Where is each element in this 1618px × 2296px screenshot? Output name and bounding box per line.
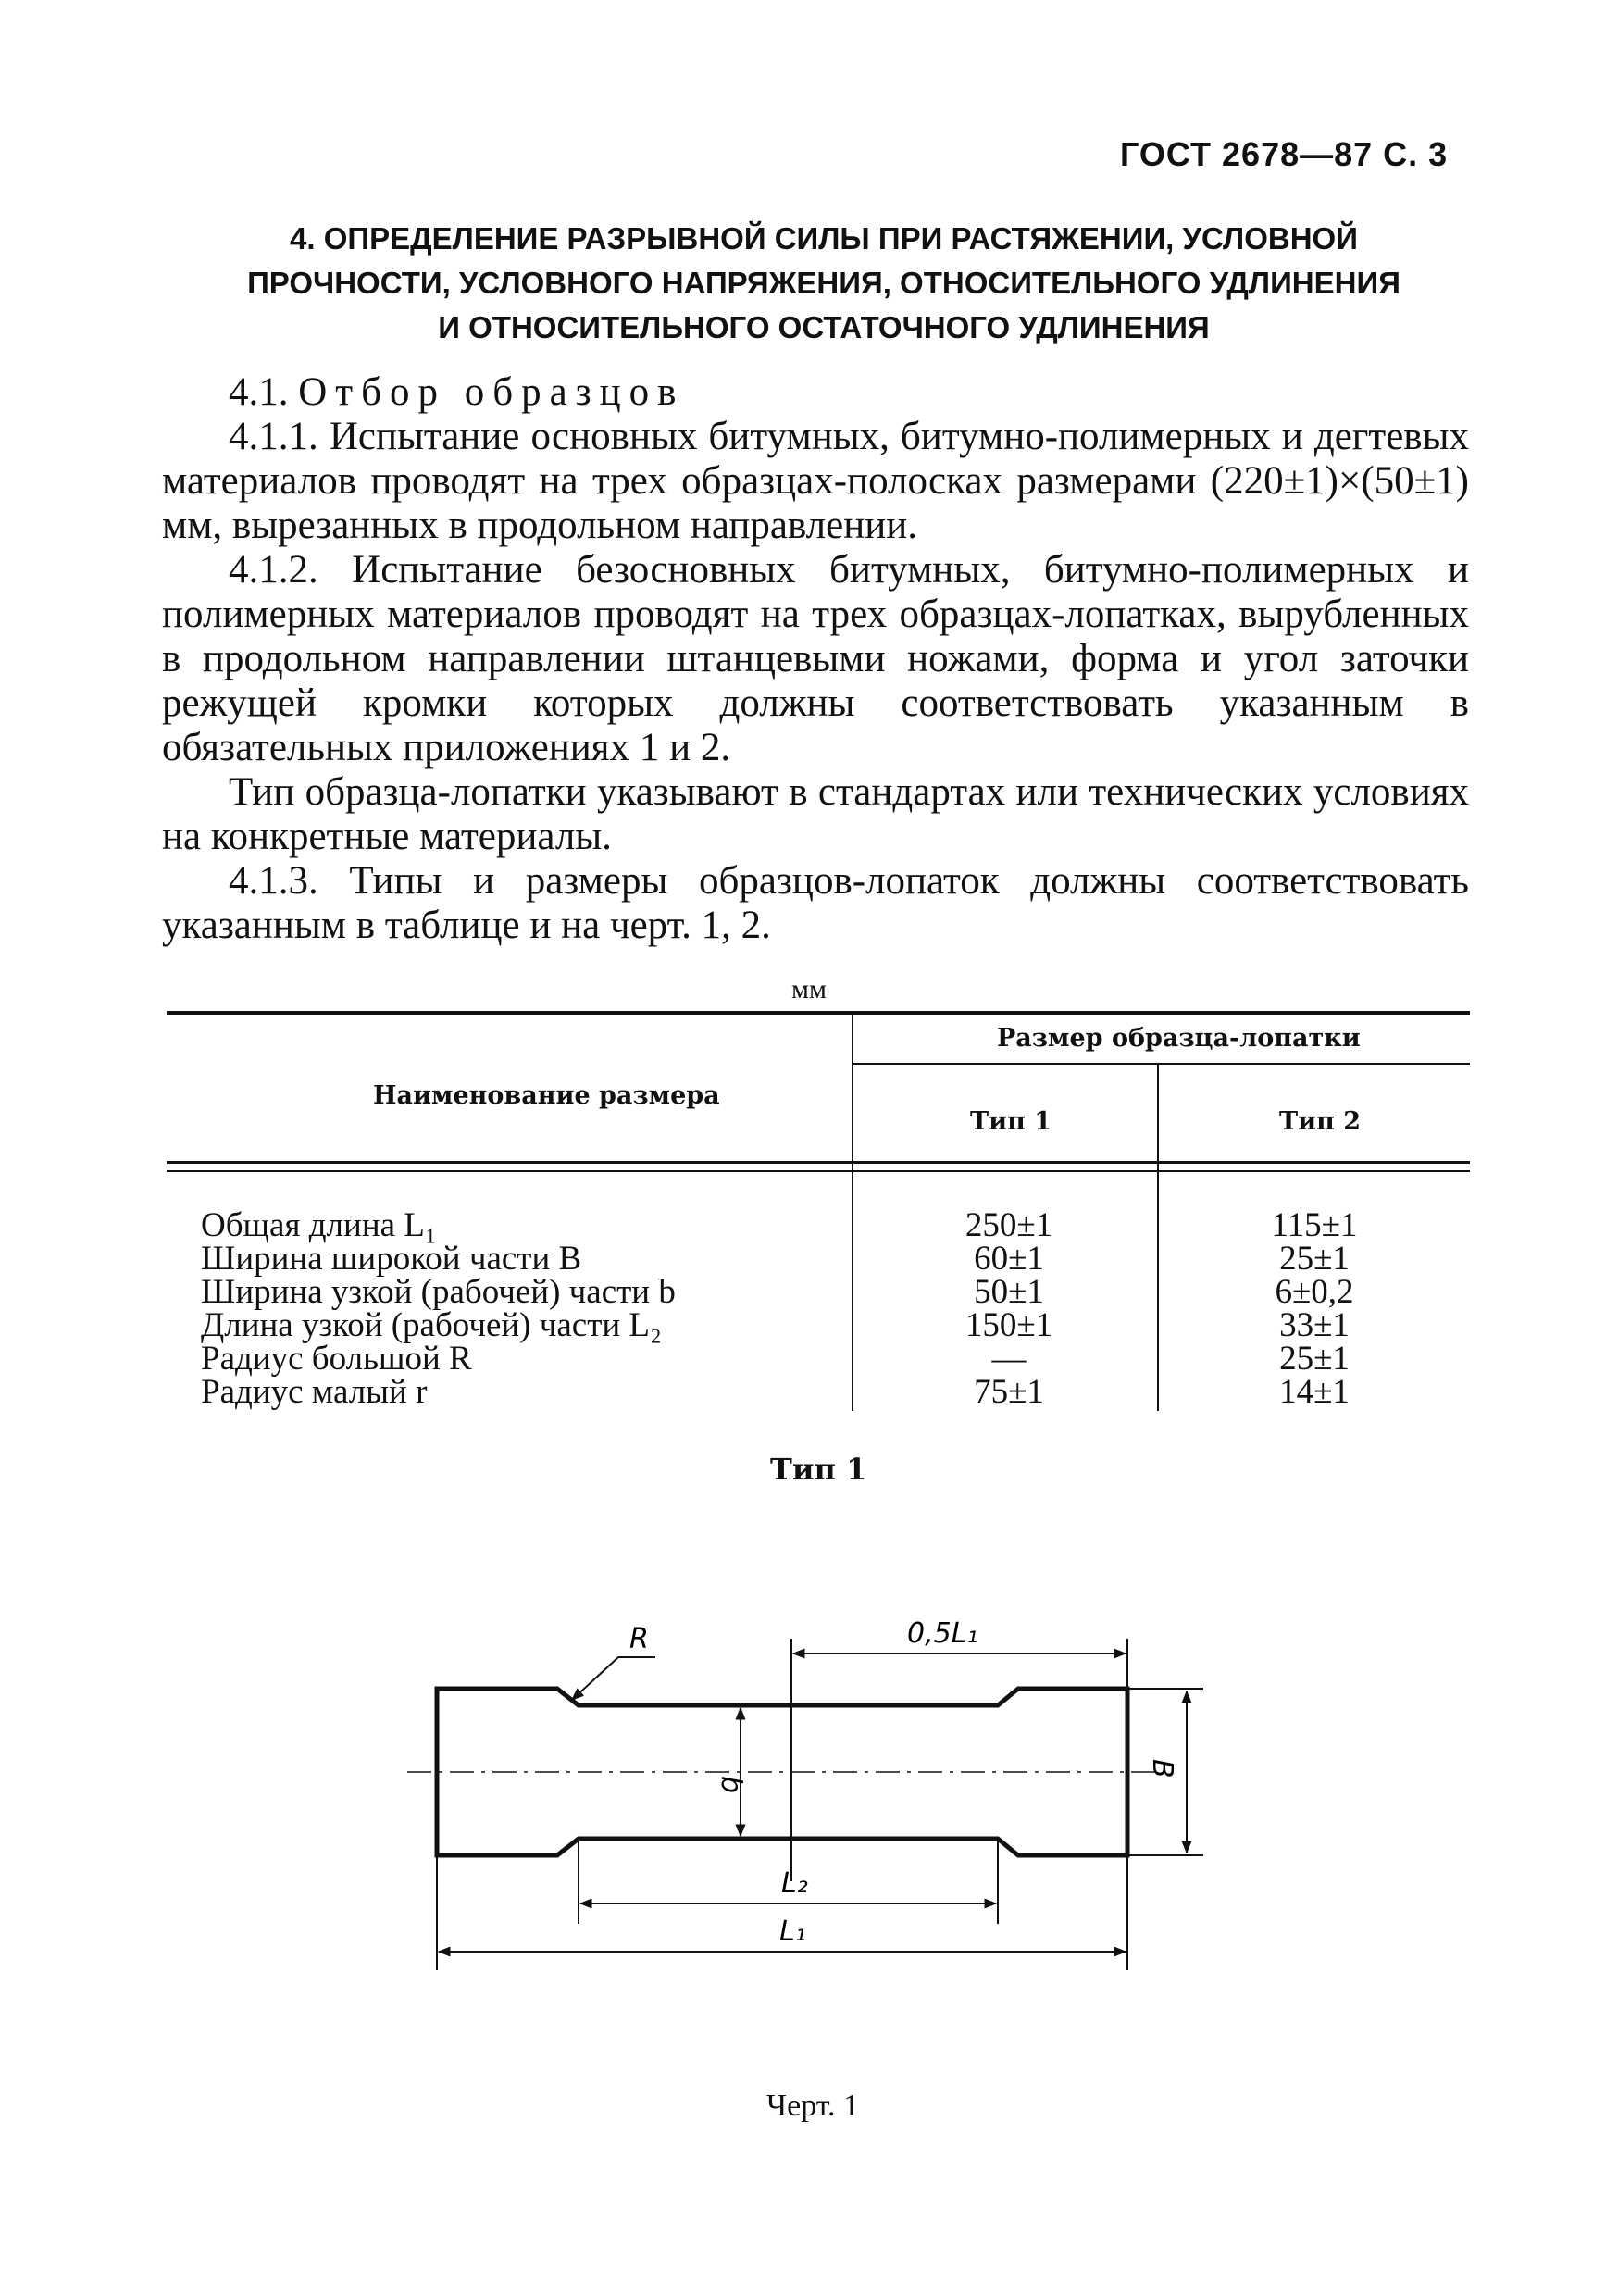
table-unit: мм: [791, 974, 827, 1004]
row-2-type1: 60±1: [974, 1240, 1044, 1278]
section-title-line-1: 4. ОПРЕДЕЛЕНИЕ РАЗРЫВНОЙ СИЛЫ ПРИ РАСТЯЖЕНИИ, УСЛОВНОЙ: [290, 221, 1358, 256]
row-2-name: Ширина широкой части B: [201, 1240, 582, 1278]
row-3-type2: 6±0,2: [1275, 1273, 1354, 1311]
row-1-type1: 250±1: [965, 1206, 1053, 1244]
row-6-type2: 14±1: [1279, 1373, 1350, 1411]
r-label: R: [629, 1623, 649, 1655]
big-b-label: B: [1146, 1759, 1178, 1778]
row-5-type1: —: [991, 1340, 1027, 1378]
page-header: ГОСТ 2678—87 С. 3: [1120, 135, 1449, 173]
row-1-name: Общая длина L₁: [201, 1206, 437, 1244]
row-5-name: Радиус большой R: [201, 1340, 472, 1378]
row-4-type1: 150±1: [965, 1306, 1053, 1344]
l2-label: L₂: [781, 1867, 808, 1900]
subsection-title: Отбор образцов: [298, 370, 685, 414]
row-5-type2: 25±1: [1279, 1340, 1350, 1378]
r-leader: [572, 1657, 618, 1700]
table-group-header: Размер образца-лопатки: [997, 1024, 1361, 1053]
figure-caption: Черт. 1: [766, 2089, 860, 2123]
row-3-type1: 50±1: [974, 1273, 1044, 1311]
half-l1-label: 0,5L₁: [907, 1617, 978, 1650]
table-name-header: Наименование размера: [373, 1081, 720, 1110]
table-type1-header: Тип 1: [970, 1107, 1052, 1136]
section-title-line-2: ПРОЧНОСТИ, УСЛОВНОГО НАПРЯЖЕНИЯ, ОТНОСИТЕЛЬНОГО УДЛИНЕНИЯ: [247, 266, 1400, 300]
row-3-name: Ширина узкой (рабочей) части b: [201, 1273, 676, 1311]
row-4-name: Длина узкой (рабочей) части L₂: [201, 1306, 662, 1344]
paragraph-type: Тип образца-лопатки указывают в стандартах или технических условиях на конкретные материалы.: [162, 770, 1469, 858]
paragraph-4-1-3: 4.1.3. Типы и размеры образцов-лопаток должны соответствовать указанным в таблице и на черт. 1, 2.: [162, 859, 1469, 947]
row-1-type2: 115±1: [1271, 1206, 1358, 1244]
table-type2-header: Тип 2: [1279, 1107, 1362, 1136]
b-label: b: [715, 1776, 747, 1794]
figure-title: Тип 1: [770, 1452, 867, 1487]
subsection-number: 4.1.: [229, 370, 289, 414]
section-title-line-3: И ОТНОСИТЕЛЬНОГО ОСТАТОЧНОГО УДЛИНЕНИЯ: [438, 310, 1210, 344]
paragraph-4-1-2: 4.1.2. Испытание безосновных битумных, битумно-полимерных и полимерных материалов проводят на трех образцах-лопатках, вырубленных в продольном направлении штанцевыми ножами, форма и угол заточки режущей кромки которых должны соответствовать указанным в обязательных приложениях 1 и 2.: [162, 548, 1469, 769]
row-4-type2: 33±1: [1279, 1306, 1350, 1344]
l1-label: L₁: [779, 1915, 806, 1948]
row-6-name: Радиус малый r: [201, 1373, 428, 1411]
row-2-type2: 25±1: [1279, 1240, 1350, 1278]
paragraph-4-1-1: 4.1.1. Испытание основных битумных, битумно-полимерных и дегтевых материалов проводят на трех образцах-полосках размерами (220±1)×(50±1) мм, вырезанных в продольном направлении.: [162, 415, 1469, 547]
row-6-type1: 75±1: [974, 1373, 1044, 1411]
